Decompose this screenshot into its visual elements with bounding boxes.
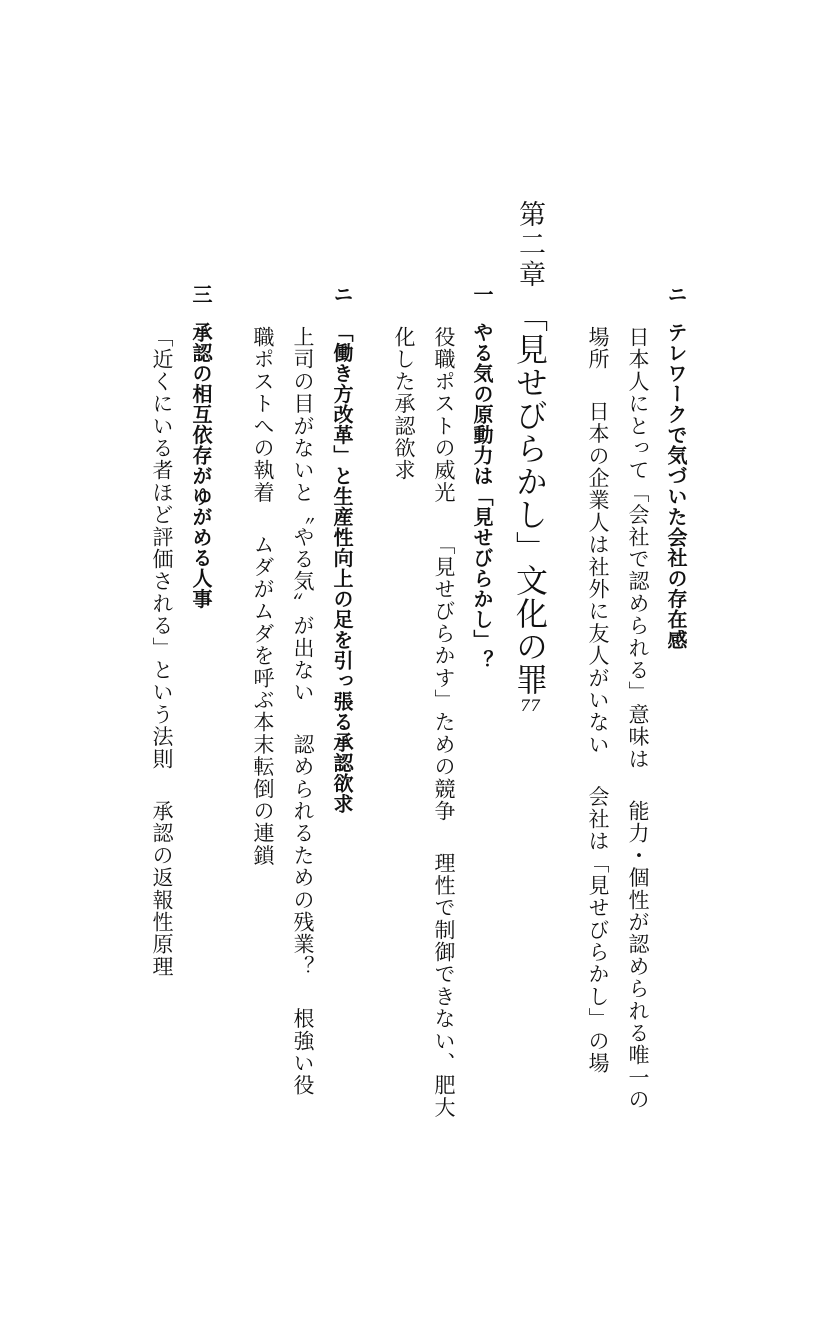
section-line [151,326,172,978]
line-segment: 「近くにいる者ほど評価される」という法則 [150,326,174,770]
section-number: ニ [330,284,354,304]
section-title: やる気の原動力は「見せびらかし」？ [470,322,494,671]
line-segment: 根強い役 [291,1007,315,1097]
line-segment: 承認の返報性原理 [150,800,174,978]
line-segment: ムダがムダを呼ぶ本末転倒の連鎖 [251,533,275,867]
chapter-label: 第二章 [514,200,545,290]
section-number: 三 [189,284,213,304]
line-segment: 「見せびらかす」ための競争 [432,533,456,823]
line-segment: 役職ポストの威光 [432,326,456,504]
section-line [393,326,414,481]
line-segment: 認められるための残業？ [291,733,315,978]
line-segment: 能力・個性が認められる唯一の [626,800,650,1111]
section-title: 「働き方改革」と生産性向上の足を引っ張る承認欲求 [330,322,354,814]
section-number: ニ [664,284,688,304]
line-segment: 日本の企業人は社外に友人がいない [586,400,610,756]
line-segment: 理性で制御できない、肥大 [432,852,456,1119]
line-segment: 日本人にとって「会社で認められる」意味は [626,326,650,770]
section-line [252,326,273,867]
section-line [627,326,648,1111]
chapter-title: 「見せびらかし」文化の罪 [511,300,549,696]
line-segment: 上司の目がないと〝やる気〟が出ない [291,326,315,704]
line-segment: 化した承認欲求 [392,326,416,482]
section-title: テレワークで気づいた会社の存在感 [664,322,688,650]
page-number: 77 [520,696,541,715]
section-title: 承認の相互依存がゆがめる人事 [189,322,213,609]
line-segment: 会社は「見せびらかし」の場 [586,785,610,1075]
section-line [587,326,608,1074]
section-line [292,326,313,1096]
section-line [433,326,454,1119]
section-number: 一 [470,284,494,304]
line-segment: 場所 [586,326,610,371]
line-segment: 職ポストへの執着 [251,326,275,504]
